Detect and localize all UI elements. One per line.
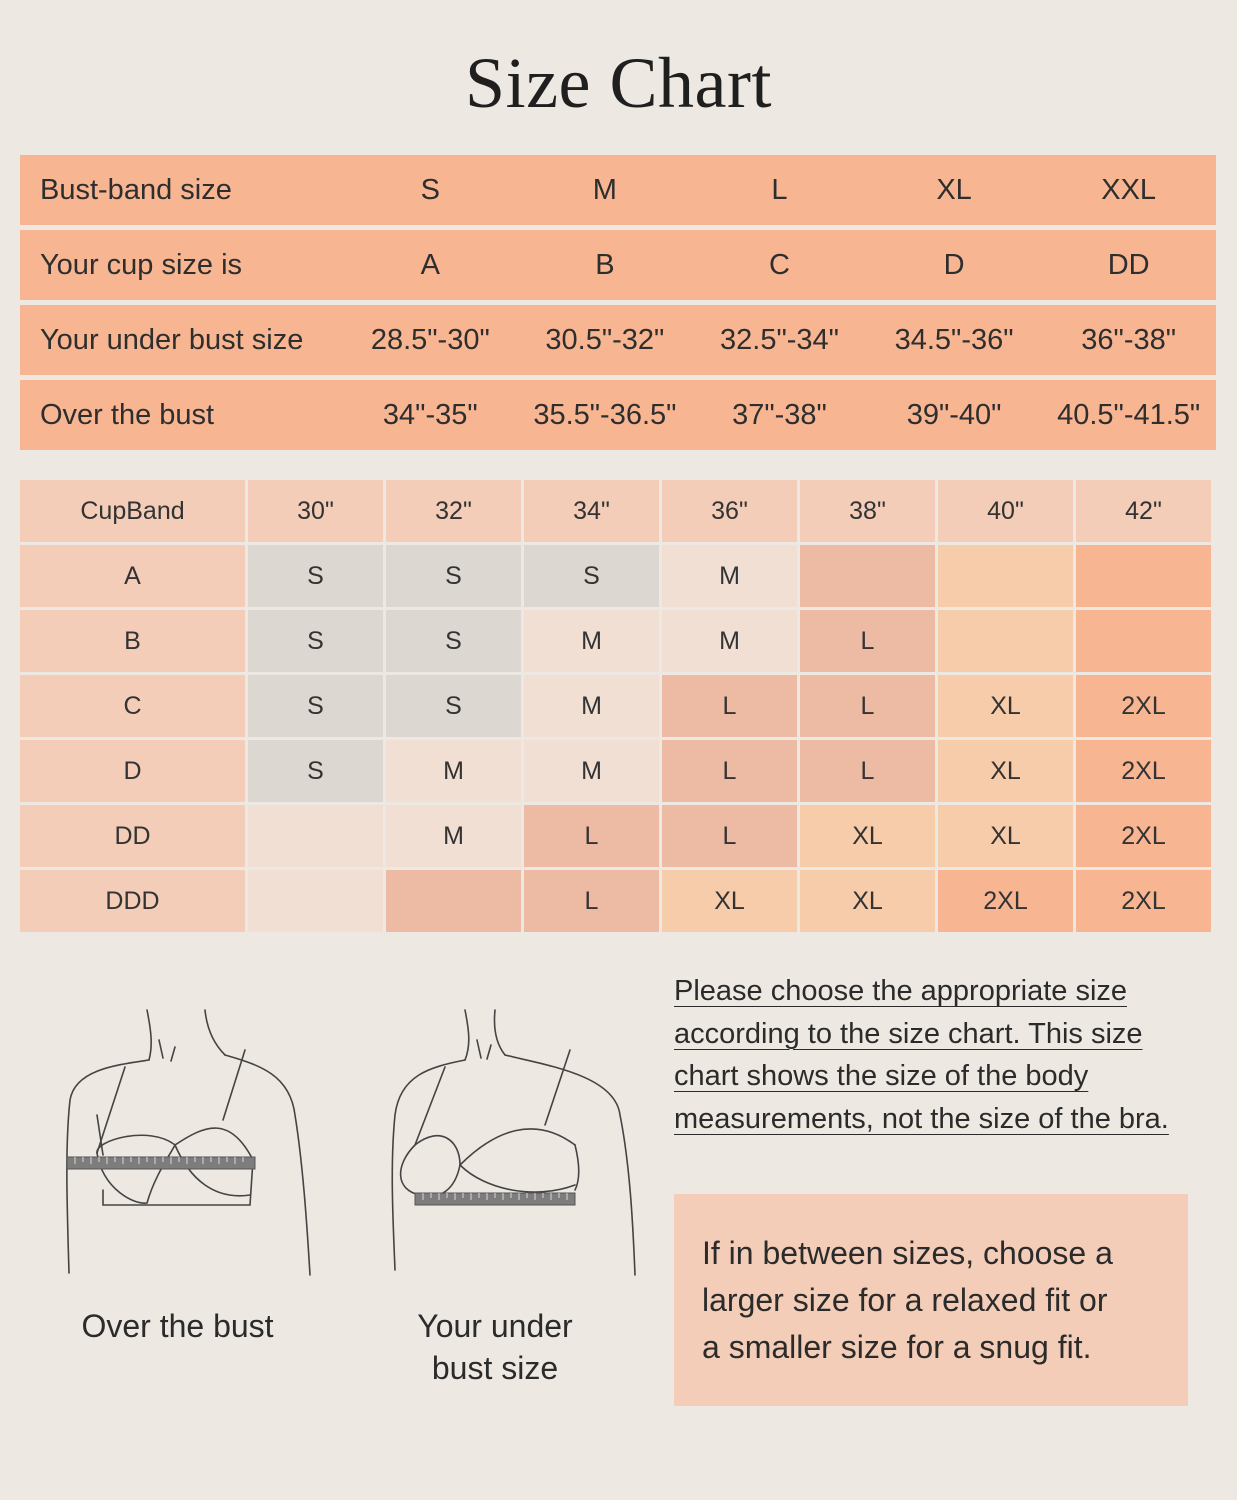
measure-value: 34.5"-36" <box>894 323 1014 356</box>
measure-value: 37"-38" <box>732 398 827 431</box>
fit-tip-box <box>674 1194 1188 1406</box>
grid-cell: L <box>662 805 797 867</box>
under-bust-illustration <box>385 1005 645 1280</box>
grid-cell: 2XL <box>1076 675 1211 737</box>
grid-cell: L <box>800 610 935 672</box>
size-note <box>674 970 1214 1140</box>
size-value: M <box>592 173 617 206</box>
tip-line: If in between sizes, choose a <box>702 1235 1113 1271</box>
grid-cell: L <box>524 805 659 867</box>
cup-value: DD <box>1107 248 1150 281</box>
band-header: 30" <box>248 480 383 542</box>
note-line: according to the size chart. This size <box>674 1017 1143 1050</box>
grid-cell: 2XL <box>1076 740 1211 802</box>
cup-label: DDD <box>20 870 245 932</box>
note-line: Please choose the appropriate size <box>674 975 1128 1007</box>
grid-cell <box>1076 610 1211 672</box>
grid-cell <box>938 545 1073 607</box>
band-header: 42" <box>1076 480 1211 542</box>
grid-cell: XL <box>800 870 935 932</box>
row-label: Your cup size is <box>40 248 243 281</box>
grid-cell: M <box>662 545 797 607</box>
grid-cell: L <box>662 740 797 802</box>
measure-value: 32.5"-34" <box>720 323 839 356</box>
row-label: Over the bust <box>40 398 215 431</box>
tip-line: a smaller size for a snug fit. <box>702 1329 1092 1365</box>
grid-cell: M <box>524 610 659 672</box>
grid-row-c <box>20 675 1217 737</box>
grid-cell: M <box>386 805 521 867</box>
cup-value: A <box>420 248 440 281</box>
grid-cell: M <box>524 675 659 737</box>
grid-cell: 2XL <box>938 870 1073 932</box>
grid-row-ddd <box>20 870 1217 932</box>
measure-value: 39"-40" <box>906 398 1002 431</box>
grid-cell <box>1076 545 1211 607</box>
note-line: chart shows the size of the body <box>674 1060 1089 1092</box>
grid-cell: S <box>386 545 521 607</box>
grid-header-row <box>20 480 1217 542</box>
cup-value: B <box>595 248 615 281</box>
size-row-cup <box>20 230 1216 300</box>
grid-cell: L <box>800 740 935 802</box>
grid-cell: M <box>524 740 659 802</box>
size-row-bust-band <box>20 155 1216 225</box>
row-label: Bust-band size <box>40 173 232 206</box>
grid-cell: S <box>248 610 383 672</box>
cup-value: C <box>769 248 790 281</box>
grid-cell: 2XL <box>1076 805 1211 867</box>
grid-cell: XL <box>938 805 1073 867</box>
grid-row-d <box>20 740 1217 802</box>
grid-cell: M <box>662 610 797 672</box>
band-header: 36" <box>662 480 797 542</box>
page-title: Size Chart <box>465 43 772 123</box>
size-row-over-bust <box>20 380 1216 450</box>
grid-cell: 2XL <box>1076 870 1211 932</box>
measure-value: 34"-35" <box>382 398 478 431</box>
grid-cell: S <box>524 545 659 607</box>
under-bust-caption-line: Your under <box>417 1308 573 1344</box>
under-bust-caption-line: bust size <box>431 1350 559 1386</box>
grid-cell: XL <box>662 870 797 932</box>
size-value: XXL <box>1101 173 1157 206</box>
grid-cell: S <box>248 545 383 607</box>
grid-cell: S <box>386 610 521 672</box>
grid-corner-label: CupBand <box>20 480 245 542</box>
grid-cell: XL <box>938 675 1073 737</box>
measure-value: 36"-38" <box>1081 323 1177 356</box>
grid-row-a <box>20 545 1217 607</box>
grid-cell: L <box>524 870 659 932</box>
cup-label: C <box>20 675 245 737</box>
under-bust-caption <box>370 1305 620 1389</box>
cup-label: A <box>20 545 245 607</box>
band-header: 34" <box>524 480 659 542</box>
over-bust-caption: Over the bust <box>81 1308 274 1344</box>
grid-row-b <box>20 610 1217 672</box>
grid-cell <box>248 870 383 932</box>
measure-value: 35.5"-36.5" <box>533 398 677 431</box>
tip-line: larger size for a relaxed fit or <box>702 1282 1108 1318</box>
grid-cell <box>938 610 1073 672</box>
size-value: S <box>420 173 440 206</box>
grid-cell: XL <box>800 805 935 867</box>
grid-row-dd <box>20 805 1217 867</box>
grid-cell: S <box>248 675 383 737</box>
grid-cell <box>248 805 383 867</box>
cup-value: D <box>943 248 965 281</box>
over-bust-illustration <box>55 1005 325 1280</box>
cup-band-grid <box>20 480 1217 935</box>
grid-cell: S <box>386 675 521 737</box>
note-line: measurements, not the size of the bra. <box>674 1102 1169 1135</box>
grid-cell <box>386 870 521 932</box>
band-header: 40" <box>938 480 1073 542</box>
size-conversion-table <box>20 155 1216 455</box>
measure-value: 40.5"-41.5" <box>1057 398 1201 431</box>
grid-cell: S <box>248 740 383 802</box>
measure-value: 30.5"-32" <box>545 323 665 356</box>
grid-cell: L <box>800 675 935 737</box>
cup-label: D <box>20 740 245 802</box>
grid-cell <box>800 545 935 607</box>
row-label: Your under bust size <box>40 323 304 356</box>
grid-cell: XL <box>938 740 1073 802</box>
cup-label: B <box>20 610 245 672</box>
band-header: 32" <box>386 480 521 542</box>
cup-label: DD <box>20 805 245 867</box>
measure-value: 28.5"-30" <box>370 323 490 356</box>
grid-cell: M <box>386 740 521 802</box>
grid-cell: L <box>662 675 797 737</box>
size-value: L <box>771 173 788 206</box>
size-row-under-bust <box>20 305 1216 375</box>
size-value: XL <box>936 173 972 206</box>
band-header: 38" <box>800 480 935 542</box>
